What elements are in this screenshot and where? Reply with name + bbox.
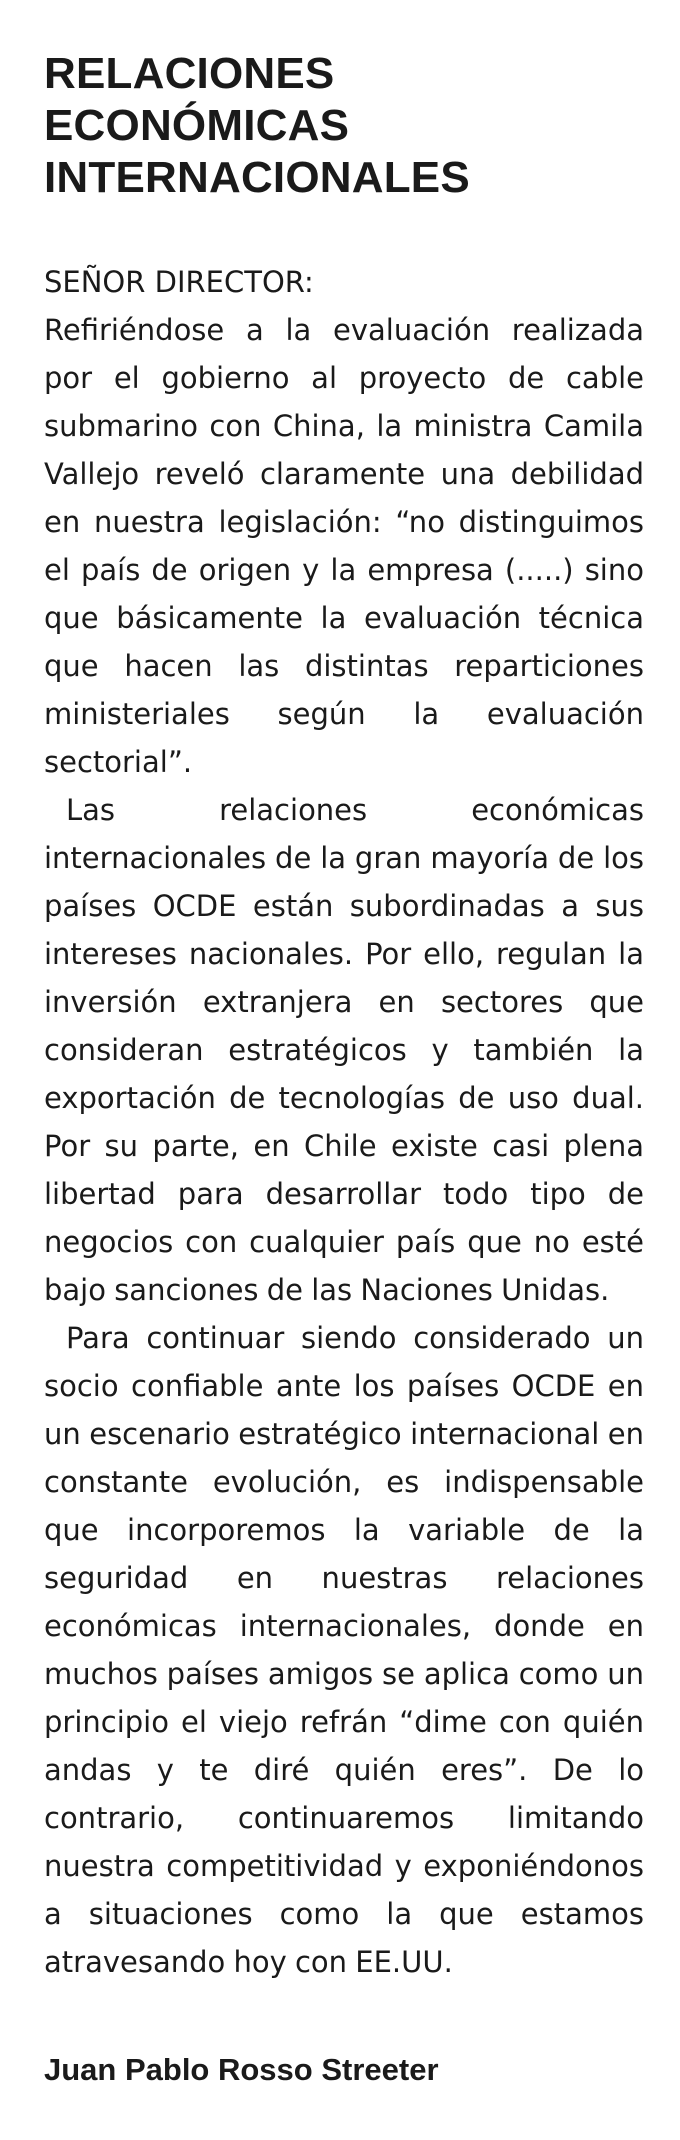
letter-body <box>44 258 644 1986</box>
paragraph-3: Para continuar siendo considerado un socio confiable ante los países OCDE en un escenario estratégico internacional en constante evolución, es indispensable que incorporemos la variable de la seguridad en nuestras relaciones económicas internacionales, donde en muchos países amigos se aplica como un principio el viejo refrán “dime con quién andas y te diré quién eres”. De lo contrario, continuaremos limitando nuestra competitividad y exponiéndonos a situaciones como la que estamos atravesando hoy con EE.UU. <box>44 1321 644 1979</box>
salutation: SEÑOR DIRECTOR: <box>44 265 314 299</box>
letter-title: RELACIONES ECONÓMICAS INTERNACIONALES <box>44 49 470 202</box>
paragraph-1: Refiriéndose a la evaluación realizada por el gobierno al proyecto de cable submarino con China, la ministra Camila Vallejo reveló claramente una debilidad en nuestra legislación: “no distinguimos el país de origen y la empresa (.....) sino que básicamente la evaluación técnica que hacen las distintas reparticiones ministeriales según la evaluación sectorial”. <box>44 313 644 779</box>
paragraph-2: Las relaciones económicas internacionales de la gran mayoría de los países OCDE están subordinadas a sus intereses nacionales. Por ello, regulan la inversión extranjera en sectores que consideran estratégicos y también la exportación de tecnologías de uso dual. Por su parte, en Chile existe casi plena libertad para desarrollar todo tipo de negocios con cualquier país que no esté bajo sanciones de las Naciones Unidas. <box>44 793 644 1307</box>
letter-to-editor <box>44 48 644 1986</box>
author-signature: Juan Pablo Rosso Streeter <box>44 2052 439 2087</box>
